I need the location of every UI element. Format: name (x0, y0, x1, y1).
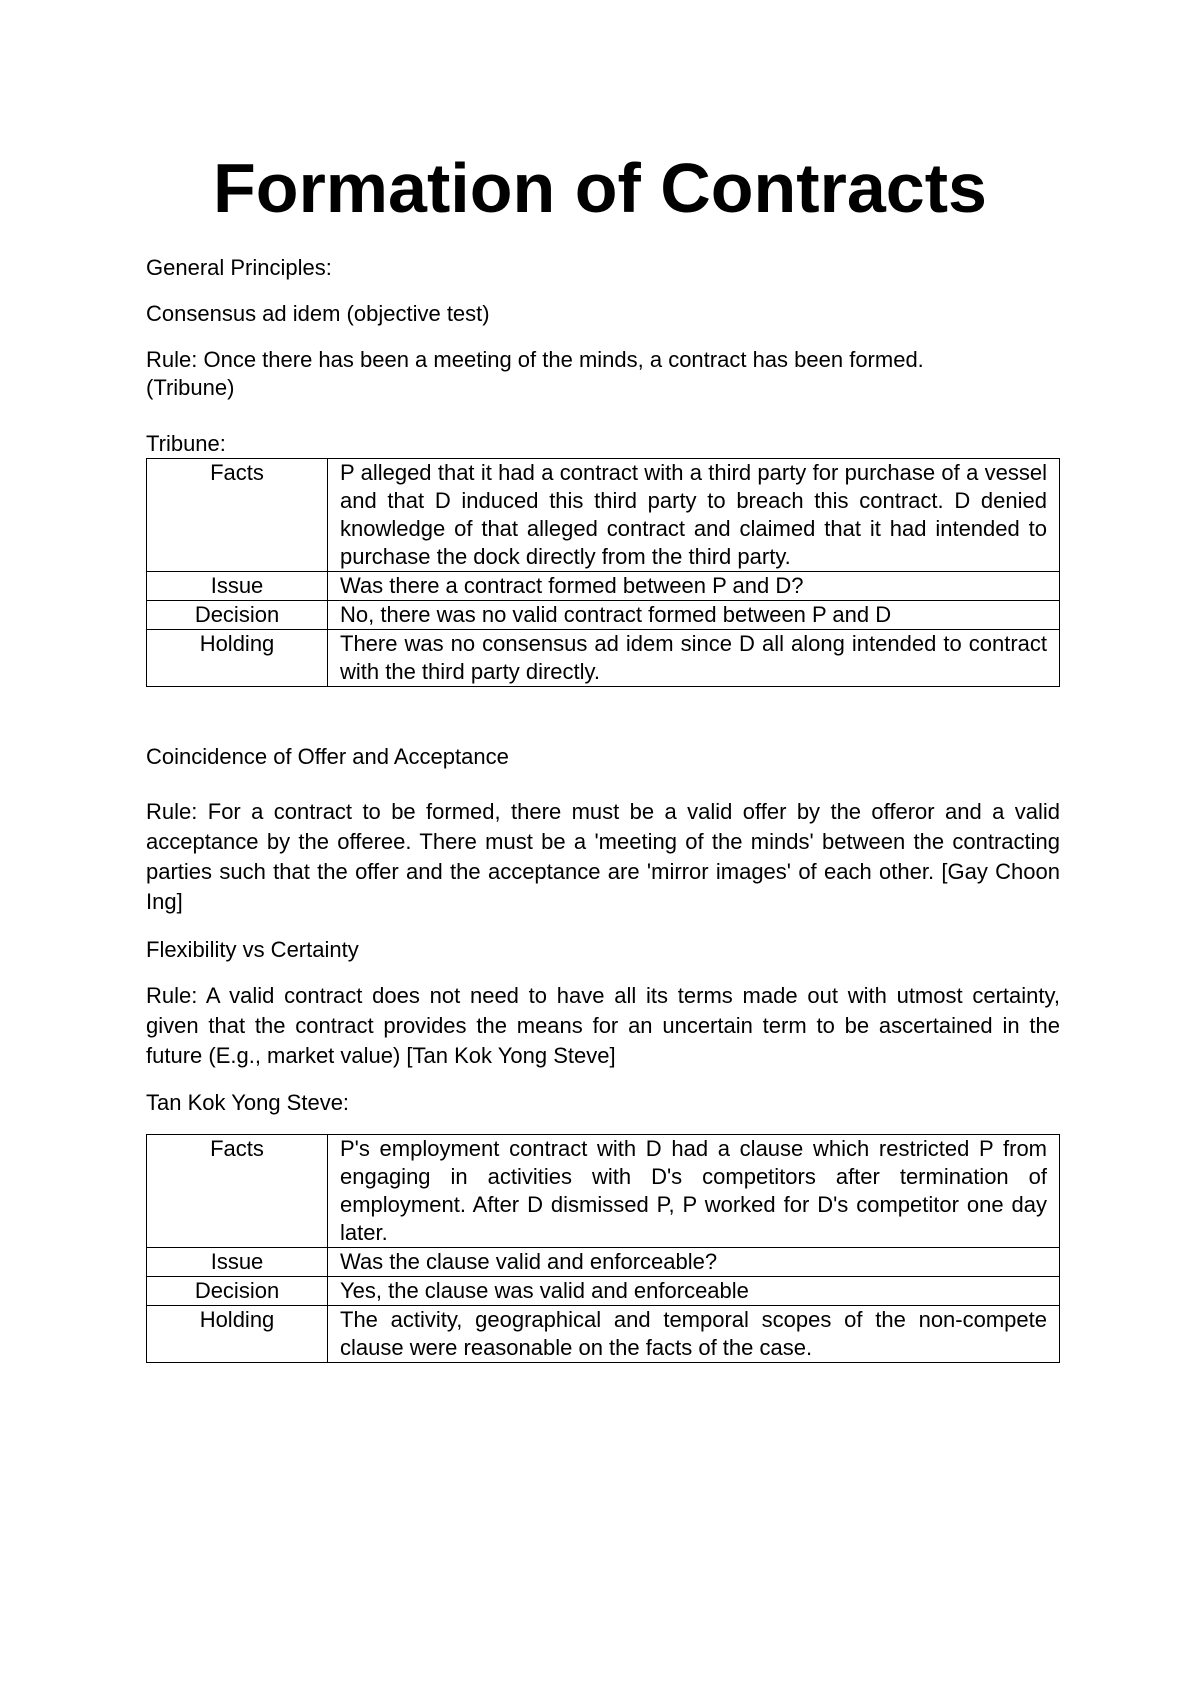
row-value: The activity, geographical and temporal scopes of the non-compete clause were reasonable on the facts of the case. (328, 1306, 1060, 1363)
row-label: Issue (147, 572, 328, 601)
row-value: Yes, the clause was valid and enforceable (328, 1277, 1060, 1306)
row-label: Decision (147, 601, 328, 630)
rule-consensus-line2: (Tribune) (146, 375, 235, 400)
table-row (147, 1306, 1060, 1363)
table-row (147, 459, 1060, 572)
row-label: Holding (147, 630, 328, 687)
row-value: P's employment contract with D had a clause which restricted P from engaging in activities with D's competitors after termination of employment. After D dismissed P, P worked for D's competitor one day later. (328, 1135, 1060, 1248)
row-value: No, there was no valid contract formed between P and D (328, 601, 1060, 630)
document-body (146, 0, 1060, 1696)
rule-coincidence: Rule: For a contract to be formed, there must be a valid offer by the offeror and a valid acceptance by the offeree. There must be a 'meeting of the minds' between the contracting parties such that the offer and the acceptance are 'mirror images' of each other. [Gay Choon Ing] (146, 799, 1060, 914)
heading-flexibility-certainty: Flexibility vs Certainty (146, 937, 359, 962)
heading-consensus-ad-idem: Consensus ad idem (objective test) (146, 301, 490, 326)
row-value: Was there a contract formed between P and D? (328, 572, 1060, 601)
case-name-tan-kok-yong-steve: Tan Kok Yong Steve: (146, 1090, 350, 1115)
row-label: Facts (147, 459, 328, 572)
rule-consensus-line1: Rule: Once there has been a meeting of the minds, a contract has been formed. (146, 347, 924, 372)
case-table-tribune (146, 458, 1060, 687)
row-label: Holding (147, 1306, 328, 1363)
table-row (147, 1277, 1060, 1306)
page-title: Formation of Contracts (213, 149, 987, 227)
row-value: P alleged that it had a contract with a third party for purchase of a vessel and that D induced this third party to breach this contract. D denied knowledge of that alleged contract and claimed that it had intended to purchase the dock directly from the third party. (328, 459, 1060, 572)
table-row (147, 1248, 1060, 1277)
row-value: Was the clause valid and enforceable? (328, 1248, 1060, 1277)
heading-coincidence-offer-acceptance: Coincidence of Offer and Acceptance (146, 744, 509, 769)
row-label: Facts (147, 1135, 328, 1248)
table-row (147, 601, 1060, 630)
row-label: Decision (147, 1277, 328, 1306)
table-row (147, 572, 1060, 601)
case-name-tribune: Tribune: (146, 431, 226, 456)
table-row (147, 1135, 1060, 1248)
section-heading-general-principles: General Principles: (146, 255, 332, 280)
case-table-tan-kok-yong-steve (146, 1134, 1060, 1363)
table-row (147, 630, 1060, 687)
rule-flexibility: Rule: A valid contract does not need to have all its terms made out with utmost certainty, given that the contract provides the means for an uncertain term to be ascertained in the future (E.g., market value) [Tan Kok Yong Steve] (146, 983, 1060, 1068)
row-value: There was no consensus ad idem since D all along intended to contract with the third party directly. (328, 630, 1060, 687)
row-label: Issue (147, 1248, 328, 1277)
